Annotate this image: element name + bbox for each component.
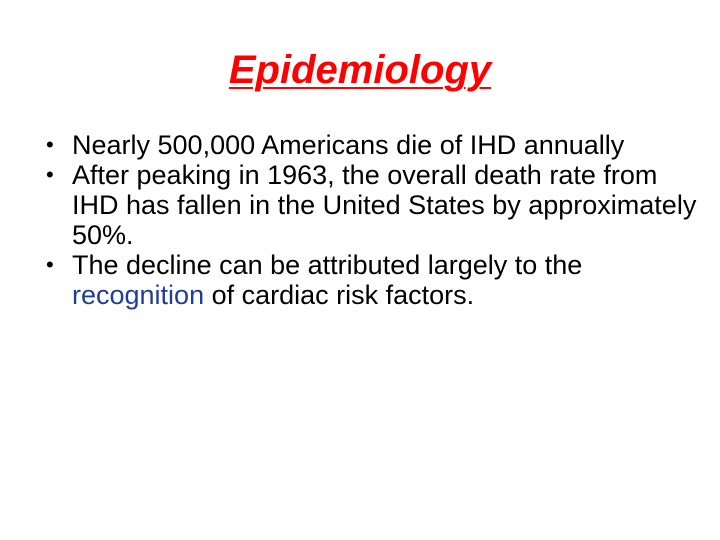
bullet-text: After peaking in 1963, the overall death rate from IHD has fallen in the United States by approximately 50%. bbox=[72, 160, 697, 250]
bullet-dot-icon: • bbox=[46, 252, 54, 277]
bullet-list bbox=[46, 130, 706, 310]
highlighted-term: recognition bbox=[72, 280, 205, 310]
slide-title: Epidemiology bbox=[228, 48, 492, 92]
bullet-item-risk-factors bbox=[46, 250, 706, 310]
bullet-text-before: The decline can be attributed largely to the bbox=[72, 250, 583, 280]
bullet-item-deaths bbox=[46, 130, 706, 160]
bullet-dot-icon: • bbox=[46, 132, 54, 157]
bullet-item-decline-rate bbox=[46, 160, 706, 250]
bullet-dot-icon: • bbox=[46, 162, 54, 187]
bullet-text: Nearly 500,000 Americans die of IHD annually bbox=[72, 130, 625, 160]
bullet-text-after: of cardiac risk factors. bbox=[204, 280, 475, 310]
